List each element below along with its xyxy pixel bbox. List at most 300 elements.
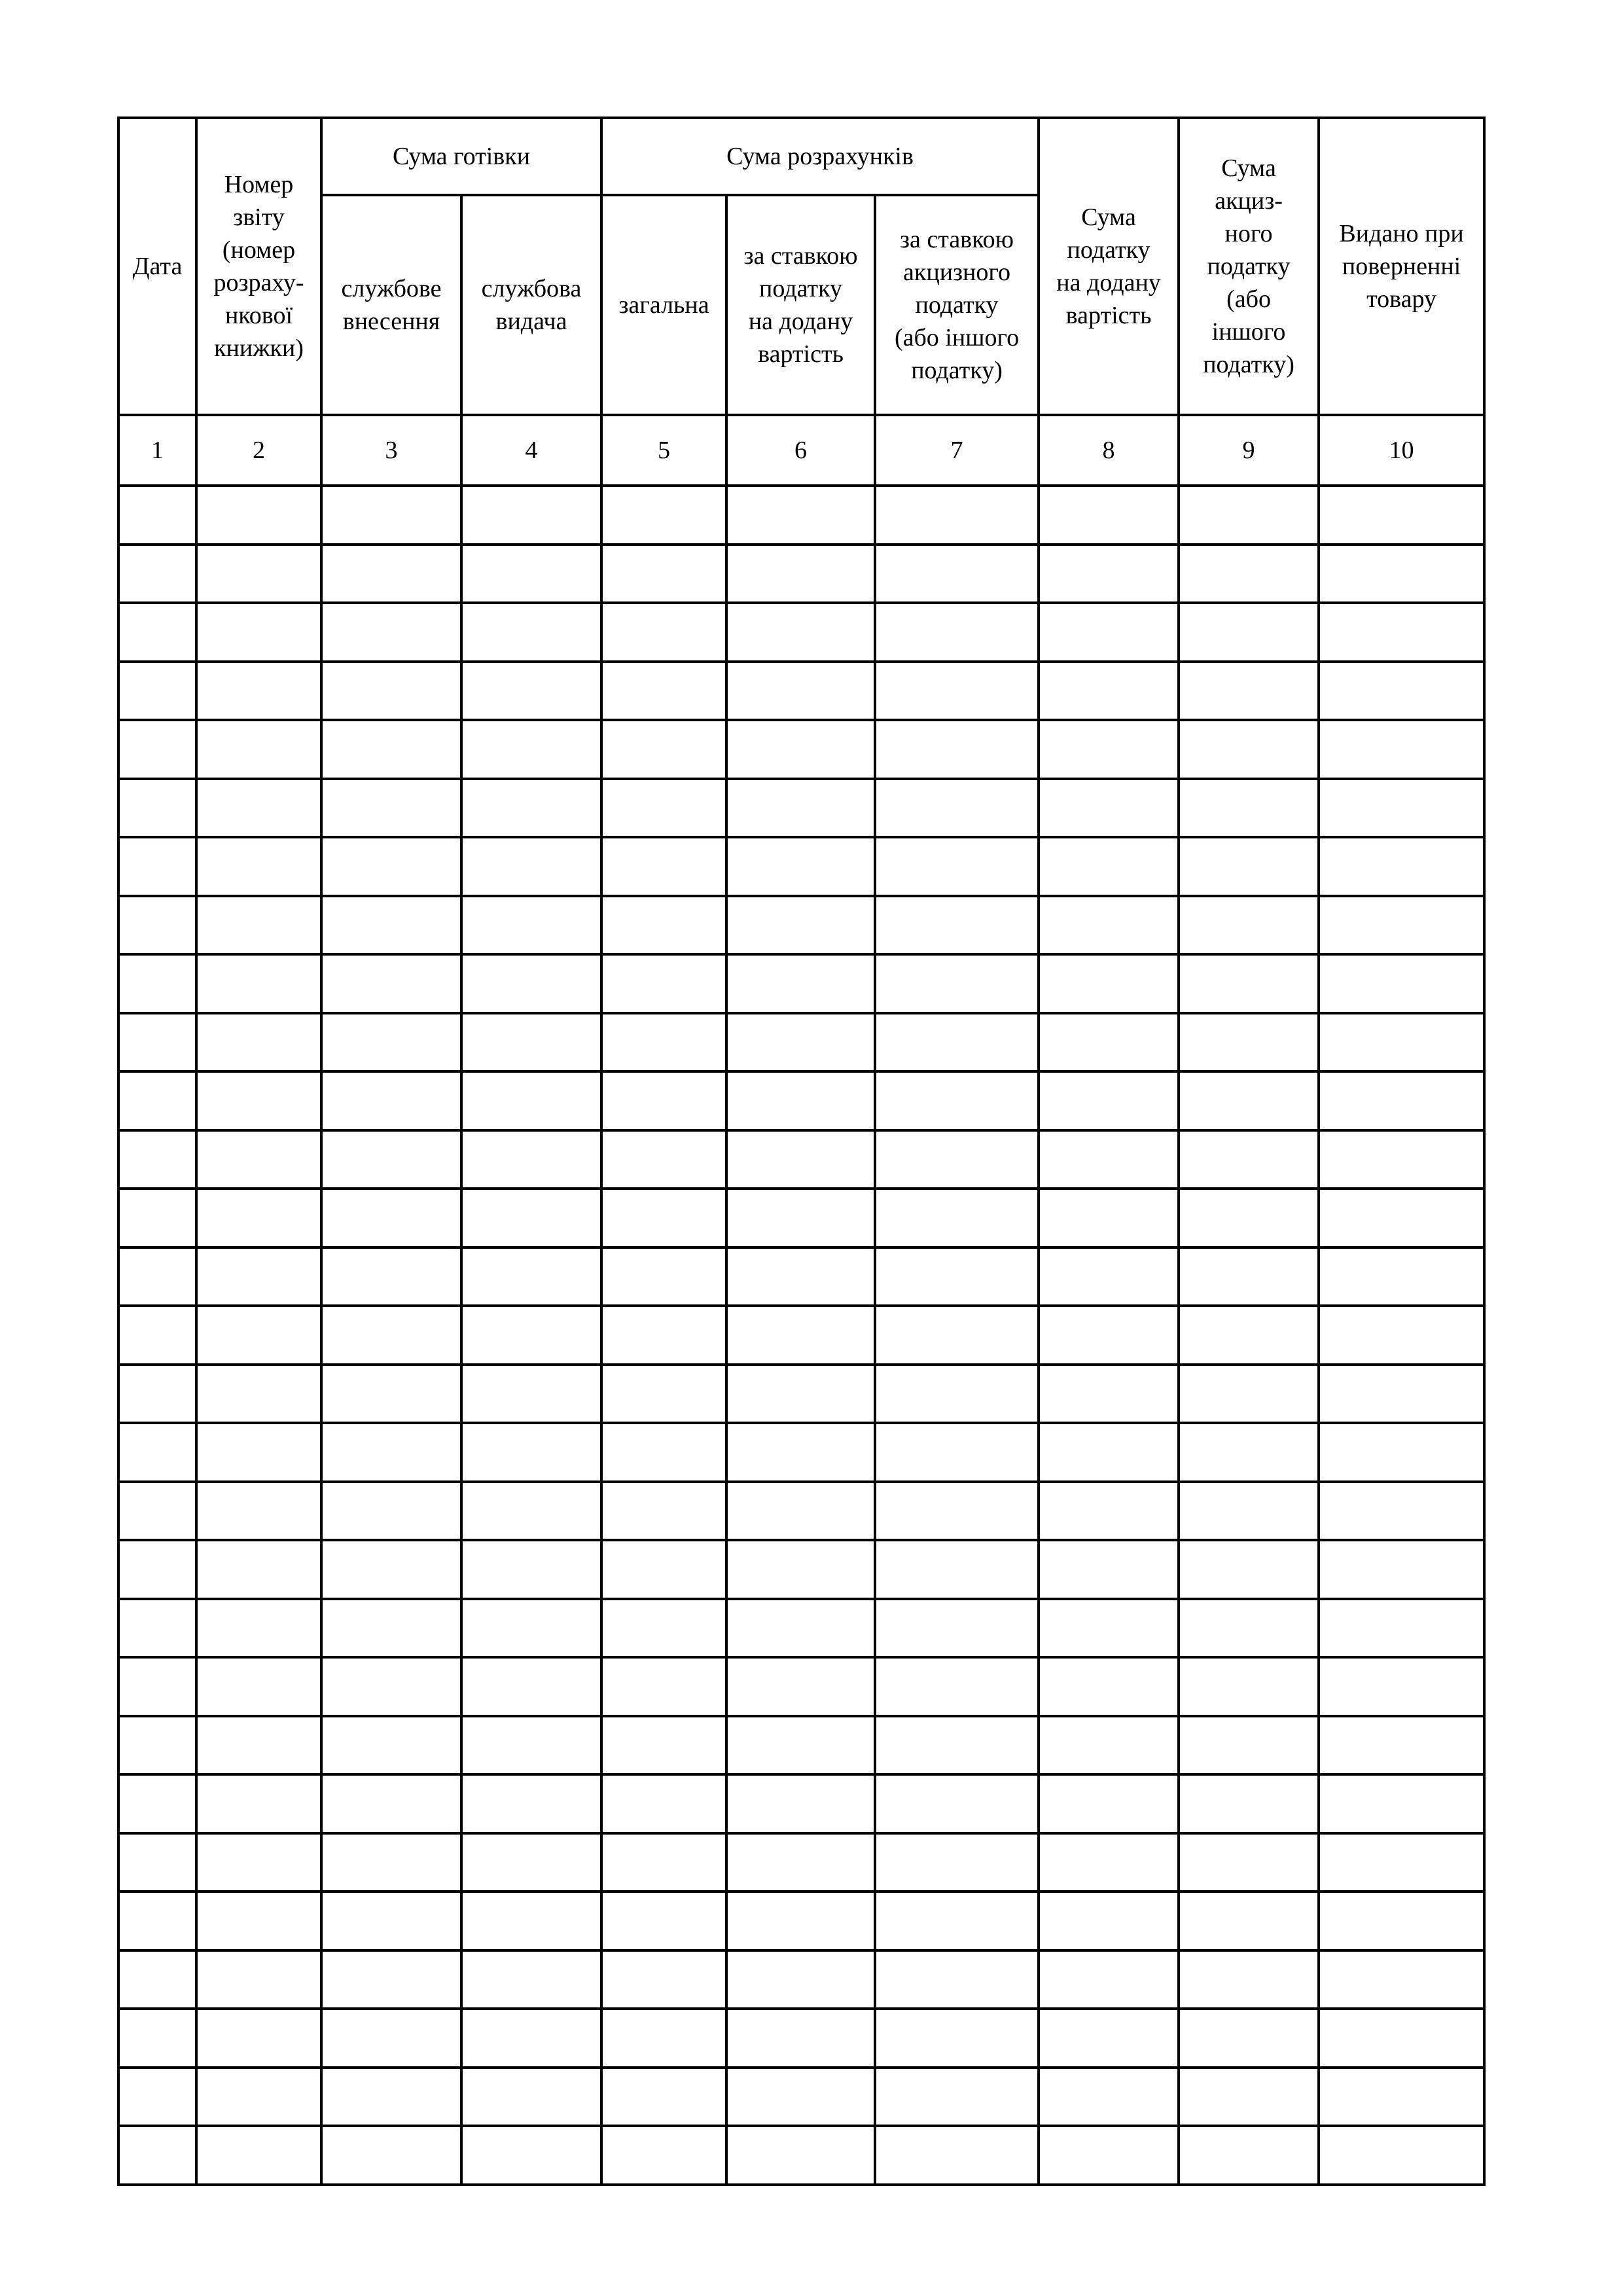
- ledger-cell: [726, 779, 875, 838]
- ledger-cell: [118, 545, 196, 603]
- ledger-cell: [1179, 1599, 1319, 1658]
- ledger-cell: [1319, 1716, 1484, 1775]
- ledger-cell: [196, 1774, 321, 1833]
- ledger-cell: [1319, 2068, 1484, 2126]
- ledger-cell: [196, 2068, 321, 2126]
- ledger-empty-row: [118, 1657, 1484, 1716]
- ledger-cell: [118, 1892, 196, 1950]
- ledger-cell: [461, 2126, 601, 2185]
- header-cash-deposit: службове внесення: [321, 195, 461, 415]
- ledger-cell: [1319, 1833, 1484, 1892]
- column-number: 9: [1179, 415, 1319, 486]
- ledger-cell: [875, 1482, 1039, 1541]
- ledger-cell: [461, 954, 601, 1013]
- ledger-cell: [321, 1306, 461, 1365]
- ledger-cell: [321, 1774, 461, 1833]
- ledger-cell: [1319, 1482, 1484, 1541]
- header-settlements-total: загальна: [601, 195, 726, 415]
- ledger-cell: [1039, 954, 1179, 1013]
- ledger-cell: [1039, 2126, 1179, 2185]
- ledger-cell: [875, 1306, 1039, 1365]
- ledger-cell: [1179, 1892, 1319, 1950]
- ledger-cell: [461, 1892, 601, 1950]
- ledger-cell: [601, 1247, 726, 1306]
- ledger-cell: [875, 2009, 1039, 2068]
- ledger-cell: [461, 603, 601, 662]
- ledger-cell: [601, 1189, 726, 1247]
- ledger-empty-row: [118, 1071, 1484, 1130]
- ledger-cell: [1179, 1365, 1319, 1424]
- ledger-cell: [1319, 1774, 1484, 1833]
- ledger-empty-row: [118, 1247, 1484, 1306]
- ledger-cell: [321, 1423, 461, 1482]
- ledger-cell: [461, 1013, 601, 1072]
- ledger-cell: [1319, 1950, 1484, 2009]
- ledger-cell: [196, 1013, 321, 1072]
- header-date: Дата: [118, 118, 196, 415]
- column-number: 1: [118, 415, 196, 486]
- ledger-cell: [875, 720, 1039, 779]
- ledger-cell: [1179, 2068, 1319, 2126]
- ledger-cell: [1179, 1950, 1319, 2009]
- ledger-cell: [601, 1657, 726, 1716]
- ledger-cell: [726, 837, 875, 896]
- ledger-cell: [601, 662, 726, 721]
- ledger-cell: [118, 486, 196, 545]
- ledger-empty-row: [118, 1423, 1484, 1482]
- ledger-cell: [1319, 896, 1484, 955]
- ledger-cell: [726, 720, 875, 779]
- ledger-cell: [321, 1892, 461, 1950]
- ledger-cell: [321, 1013, 461, 1072]
- ledger-cell: [1039, 779, 1179, 838]
- ledger-cell: [196, 545, 321, 603]
- ledger-empty-row: [118, 1950, 1484, 2009]
- ledger-cell: [461, 662, 601, 721]
- ledger-cell: [1039, 545, 1179, 603]
- ledger-cell: [461, 1071, 601, 1130]
- ledger-cell: [1319, 662, 1484, 721]
- ledger-cell: [601, 1482, 726, 1541]
- ledger-cell: [726, 1774, 875, 1833]
- ledger-cell: [1179, 779, 1319, 838]
- ledger-cell: [118, 662, 196, 721]
- ledger-cell: [321, 779, 461, 838]
- ledger-cell: [1039, 896, 1179, 955]
- ledger-cell: [461, 837, 601, 896]
- column-number: 4: [461, 415, 601, 486]
- ledger-empty-row: [118, 1599, 1484, 1658]
- ledger-cell: [321, 1482, 461, 1541]
- ledger-cell: [321, 1657, 461, 1716]
- ledger-cell: [118, 1365, 196, 1424]
- column-number: 3: [321, 415, 461, 486]
- ledger-cell: [726, 545, 875, 603]
- ledger-cell: [726, 1189, 875, 1247]
- ledger-cell: [321, 486, 461, 545]
- ledger-empty-row: [118, 720, 1484, 779]
- ledger-cell: [1179, 1247, 1319, 1306]
- ledger-cell: [1039, 1423, 1179, 1482]
- ledger-empty-row: [118, 2009, 1484, 2068]
- ledger-cell: [726, 1247, 875, 1306]
- ledger-empty-row: [118, 837, 1484, 896]
- ledger-cell: [726, 896, 875, 955]
- ledger-cell: [1039, 1716, 1179, 1775]
- ledger-cell: [1179, 603, 1319, 662]
- ledger-cell: [601, 1306, 726, 1365]
- ledger-cell: [321, 603, 461, 662]
- ledger-cell: [118, 1774, 196, 1833]
- ledger-cell: [321, 1247, 461, 1306]
- ledger-cell: [118, 1071, 196, 1130]
- ledger-cell: [196, 1071, 321, 1130]
- ledger-cell: [461, 1599, 601, 1658]
- ledger-cell: [1319, 1892, 1484, 1950]
- ledger-cell: [875, 779, 1039, 838]
- ledger-cell: [118, 1423, 196, 1482]
- ledger-cell: [601, 545, 726, 603]
- ledger-cell: [1179, 1540, 1319, 1599]
- ledger-empty-row: [118, 896, 1484, 955]
- ledger-cell: [461, 486, 601, 545]
- ledger-cell: [461, 2068, 601, 2126]
- ledger-cell: [196, 1189, 321, 1247]
- ledger-cell: [118, 603, 196, 662]
- ledger-cell: [461, 545, 601, 603]
- ledger-cell: [1039, 1013, 1179, 1072]
- ledger-cell: [1039, 486, 1179, 545]
- ledger-empty-row: [118, 1130, 1484, 1189]
- ledger-cell: [196, 837, 321, 896]
- ledger-cell: [1319, 1071, 1484, 1130]
- ledger-cell: [196, 779, 321, 838]
- ledger-cell: [196, 603, 321, 662]
- ledger-cell: [726, 1540, 875, 1599]
- ledger-cell: [196, 2126, 321, 2185]
- ledger-cell: [1039, 1774, 1179, 1833]
- ledger-cell: [875, 1189, 1039, 1247]
- ledger-cell: [118, 1833, 196, 1892]
- ledger-cell: [1039, 2009, 1179, 2068]
- ledger-cell: [1179, 1189, 1319, 1247]
- ledger-cell: [118, 896, 196, 955]
- ledger-cell: [1319, 1540, 1484, 1599]
- ledger-cell: [321, 545, 461, 603]
- ledger-cell: [118, 1013, 196, 1072]
- ledger-cell: [1179, 1071, 1319, 1130]
- header-excise-amount: Сума акциз- ного податку (або іншого податку): [1179, 118, 1319, 415]
- ledger-cell: [118, 1189, 196, 1247]
- ledger-cell: [321, 1599, 461, 1658]
- ledger-cell: [875, 1540, 1039, 1599]
- ledger-cell: [196, 720, 321, 779]
- ledger-cell: [726, 954, 875, 1013]
- ledger-cell: [1179, 545, 1319, 603]
- ledger-cell: [321, 1950, 461, 2009]
- ledger-cell: [1319, 1365, 1484, 1424]
- ledger-empty-row: [118, 2126, 1484, 2185]
- ledger-cell: [1039, 2068, 1179, 2126]
- ledger-cell: [601, 1130, 726, 1189]
- ledger-cell: [321, 720, 461, 779]
- ledger-cell: [726, 1657, 875, 1716]
- ledger-cell: [601, 1071, 726, 1130]
- column-number: 7: [875, 415, 1039, 486]
- ledger-cell: [461, 1423, 601, 1482]
- ledger-cell: [1319, 1247, 1484, 1306]
- ledger-empty-row: [118, 779, 1484, 838]
- ledger-cell: [1179, 896, 1319, 955]
- ledger-cell: [1319, 954, 1484, 1013]
- ledger-cell: [461, 1540, 601, 1599]
- ledger-cell: [1039, 1892, 1179, 1950]
- header-vat-amount: Сума податку на додану вартість: [1039, 118, 1179, 415]
- ledger-empty-row: [118, 1774, 1484, 1833]
- ledger-cell: [321, 1189, 461, 1247]
- ledger-cell: [601, 837, 726, 896]
- ledger-cell: [321, 1365, 461, 1424]
- ledger-cell: [118, 2068, 196, 2126]
- ledger-empty-row: [118, 545, 1484, 603]
- ledger-cell: [875, 1423, 1039, 1482]
- ledger-cell: [196, 954, 321, 1013]
- ledger-cell: [1319, 545, 1484, 603]
- ledger-cell: [196, 896, 321, 955]
- ledger-cell: [1319, 2009, 1484, 2068]
- ledger-cell: [118, 1482, 196, 1541]
- ledger-cell: [601, 1365, 726, 1424]
- ledger-cell: [875, 1657, 1039, 1716]
- ledger-cell: [875, 1071, 1039, 1130]
- ledger-cell: [461, 1130, 601, 1189]
- ledger-cell: [196, 1130, 321, 1189]
- ledger-cell: [875, 486, 1039, 545]
- ledger-cell: [875, 1716, 1039, 1775]
- ledger-cell: [1179, 1774, 1319, 1833]
- ledger-cell: [118, 1716, 196, 1775]
- ledger-cell: [875, 2126, 1039, 2185]
- ledger-cell: [875, 1774, 1039, 1833]
- ledger-cell: [875, 1599, 1039, 1658]
- ledger-cell: [1039, 1189, 1179, 1247]
- ledger-cell: [601, 954, 726, 1013]
- ledger-cell: [601, 1423, 726, 1482]
- ledger-cell: [461, 1247, 601, 1306]
- ledger-cell: [321, 1540, 461, 1599]
- ledger-cell: [875, 837, 1039, 896]
- ledger-cell: [875, 1833, 1039, 1892]
- ledger-cell: [118, 2009, 196, 2068]
- ledger-cell: [726, 1130, 875, 1189]
- ledger-cell: [875, 1950, 1039, 2009]
- ledger-cell: [1039, 1540, 1179, 1599]
- ledger-cell: [1319, 486, 1484, 545]
- ledger-empty-row: [118, 1013, 1484, 1072]
- ledger-cell: [726, 486, 875, 545]
- ledger-cell: [1319, 1189, 1484, 1247]
- header-settlements-excise-rate: за ставкою акцизного податку (або іншого податку): [875, 195, 1039, 415]
- ledger-cell: [601, 1013, 726, 1072]
- column-number: 10: [1319, 415, 1484, 486]
- ledger-cell: [726, 1365, 875, 1424]
- ledger-cell: [196, 1599, 321, 1658]
- ledger-cell: [875, 662, 1039, 721]
- ledger-cell: [1039, 837, 1179, 896]
- ledger-cell: [118, 954, 196, 1013]
- header-returned-goods: Видано при поверненні товару: [1319, 118, 1484, 415]
- ledger-cell: [875, 2068, 1039, 2126]
- ledger-cell: [1179, 1657, 1319, 1716]
- column-number-row: [118, 415, 1484, 486]
- ledger-empty-row: [118, 1833, 1484, 1892]
- column-number: 2: [196, 415, 321, 486]
- ledger-cell: [196, 1247, 321, 1306]
- ledger-cell: [1179, 837, 1319, 896]
- ledger-cell: [726, 1950, 875, 2009]
- ledger-cell: [601, 486, 726, 545]
- ledger-cell: [118, 720, 196, 779]
- ledger-cell: [875, 603, 1039, 662]
- ledger-cell: [1319, 779, 1484, 838]
- ledger-cell: [1039, 1833, 1179, 1892]
- ledger-cell: [461, 1716, 601, 1775]
- ledger-cell: [875, 545, 1039, 603]
- ledger-cell: [1039, 1950, 1179, 2009]
- ledger-cell: [461, 1189, 601, 1247]
- ledger-cell: [321, 662, 461, 721]
- ledger-cell: [601, 779, 726, 838]
- ledger-cell: [875, 1130, 1039, 1189]
- header-cash-group: Сума готівки: [321, 118, 601, 195]
- ledger-cell: [321, 837, 461, 896]
- ledger-cell: [1179, 1423, 1319, 1482]
- ledger-cell: [118, 1599, 196, 1658]
- ledger-empty-row: [118, 486, 1484, 545]
- header-settlements-group: Сума розрахунків: [601, 118, 1039, 195]
- column-number: 8: [1039, 415, 1179, 486]
- ledger-cell: [875, 896, 1039, 955]
- ledger-cell: [601, 603, 726, 662]
- ledger-cell: [1179, 662, 1319, 721]
- ledger-cell: [1179, 1833, 1319, 1892]
- ledger-cell: [196, 1716, 321, 1775]
- ledger-cell: [726, 1306, 875, 1365]
- ledger-cell: [461, 720, 601, 779]
- ledger-cell: [196, 1833, 321, 1892]
- ledger-cell: [1179, 2126, 1319, 2185]
- ledger-cell: [1319, 837, 1484, 896]
- ledger-cell: [321, 2068, 461, 2126]
- ledger-cell: [118, 1950, 196, 2009]
- ledger-cell: [601, 1716, 726, 1775]
- ledger-cell: [875, 1892, 1039, 1950]
- ledger-cell: [196, 2009, 321, 2068]
- ledger-cell: [875, 1247, 1039, 1306]
- ledger-empty-row: [118, 2068, 1484, 2126]
- header-row-1: [118, 118, 1484, 195]
- ledger-cell: [321, 1130, 461, 1189]
- ledger-cell: [726, 2126, 875, 2185]
- ledger-cell: [726, 1599, 875, 1658]
- ledger-cell: [196, 1950, 321, 2009]
- ledger-cell: [726, 1833, 875, 1892]
- ledger-empty-row: [118, 1306, 1484, 1365]
- ledger-cell: [461, 1482, 601, 1541]
- ledger-cell: [321, 1071, 461, 1130]
- ledger-cell: [1319, 2126, 1484, 2185]
- ledger-cell: [461, 1657, 601, 1716]
- ledger-cell: [601, 2068, 726, 2126]
- ledger-cell: [461, 1306, 601, 1365]
- ledger-cell: [1319, 603, 1484, 662]
- ledger-cell: [196, 1657, 321, 1716]
- ledger-empty-row: [118, 1540, 1484, 1599]
- ledger-cell: [1179, 1716, 1319, 1775]
- ledger-cell: [1039, 662, 1179, 721]
- ledger-cell: [1039, 720, 1179, 779]
- ledger-cell: [601, 896, 726, 955]
- ledger-cell: [118, 1657, 196, 1716]
- ledger-cell: [875, 1013, 1039, 1072]
- ledger-cell: [1039, 603, 1179, 662]
- ledger-cell: [196, 1482, 321, 1541]
- ledger-cell: [118, 1306, 196, 1365]
- ledger-cell: [321, 2126, 461, 2185]
- ledger-cell: [1179, 720, 1319, 779]
- ledger-empty-row: [118, 954, 1484, 1013]
- header-cash-withdrawal: службова видача: [461, 195, 601, 415]
- ledger-cell: [726, 1716, 875, 1775]
- ledger-empty-row: [118, 662, 1484, 721]
- ledger-cell: [875, 954, 1039, 1013]
- ledger-cell: [118, 837, 196, 896]
- ledger-cell: [321, 954, 461, 1013]
- ledger-cell: [118, 1130, 196, 1189]
- ledger-cell: [726, 1013, 875, 1072]
- ledger-cell: [461, 1365, 601, 1424]
- ledger-cell: [601, 2126, 726, 2185]
- ledger-cell: [1179, 1482, 1319, 1541]
- ledger-cell: [196, 1423, 321, 1482]
- ledger-cell: [1039, 1071, 1179, 1130]
- ledger-cell: [196, 486, 321, 545]
- ledger-empty-row: [118, 1482, 1484, 1541]
- ledger-cell: [461, 1950, 601, 2009]
- header-report-number: Номер звіту (номер розраху- нкової книжки): [196, 118, 321, 415]
- column-number: 6: [726, 415, 875, 486]
- ledger-cell: [1179, 954, 1319, 1013]
- ledger-cell: [461, 1833, 601, 1892]
- ledger-cell: [726, 603, 875, 662]
- ledger-cell: [196, 1540, 321, 1599]
- ledger-cell: [601, 1950, 726, 2009]
- ledger-cell: [118, 2126, 196, 2185]
- ledger-cell: [1319, 1599, 1484, 1658]
- ledger-cell: [461, 896, 601, 955]
- ledger-cell: [321, 1833, 461, 1892]
- ledger-cell: [118, 779, 196, 838]
- ledger-cell: [601, 1774, 726, 1833]
- ledger-cell: [1039, 1247, 1179, 1306]
- ledger-empty-row: [118, 1892, 1484, 1950]
- ledger-cell: [118, 1540, 196, 1599]
- ledger-cell: [1179, 1306, 1319, 1365]
- cash-register-ledger-table: [117, 117, 1486, 2186]
- ledger-cell: [1039, 1599, 1179, 1658]
- ledger-cell: [1179, 1013, 1319, 1072]
- ledger-cell: [461, 2009, 601, 2068]
